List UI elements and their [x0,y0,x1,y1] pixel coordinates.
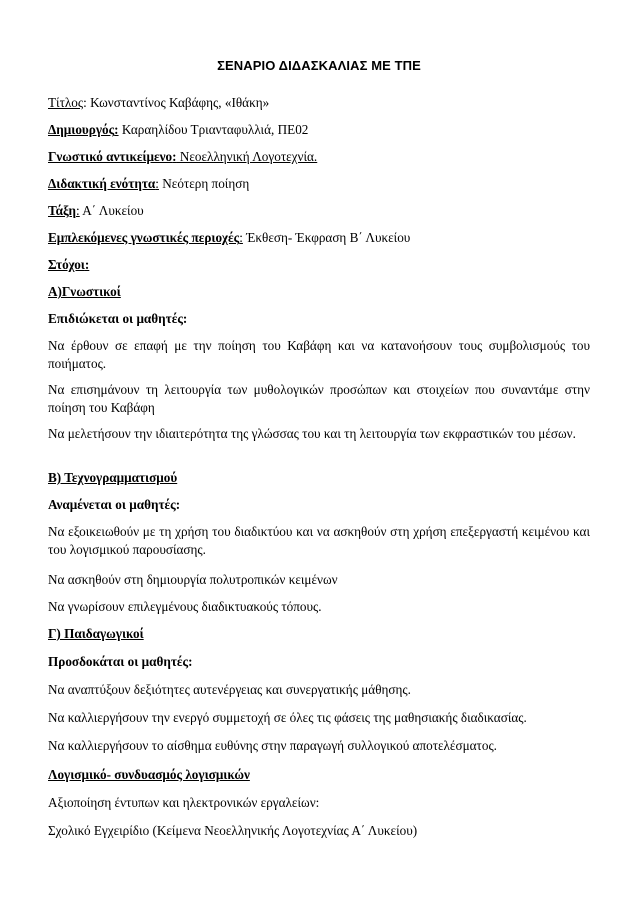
section-cognitive-heading: Α)Γνωστικοί [48,284,121,299]
pedagogical-item-2: Να καλλιεργήσουν την ενεργό συμμετοχή σε όλες τις φάσεις της μαθησιακής διαδικασίας. [48,710,527,725]
field-class-label: Τάξη [48,203,77,218]
field-unit-value: Νεότερη ποίηση [158,176,250,191]
software-item-2: Σχολικό Εγχειρίδιο (Κείμενα Νεοελληνικής Λογοτεχνίας Α΄ Λυκείου) [48,823,418,838]
field-unit-label: Διδακτική ενότητα [48,176,156,191]
tech-item-3: Να γνωρίσουν επιλεγμένους διαδικτυακούς τόπους. [48,599,322,614]
section-tech-heading: Β) Τεχνογραμματισμού [48,470,178,485]
pedagogical-item-1: Να αναπτύξουν δεξιότητες αυτενέργειας και συνεργατικής μάθησης. [48,682,411,697]
field-author: Δημιουργός: Καραηλίδου Τριανταφυλλιά, ΠΕ02 [48,122,309,137]
field-class: Τάξη: Α΄ Λυκείου [48,203,144,218]
cognitive-item-2: Να επισημάνουν τη λειτουργία των μυθολογικών προσώπων και στοιχείων που συναντάμε στην ποίηση του Καβάφη [48,382,590,415]
section-software-heading: Λογισμικό- συνδυασμός λογισμικών [48,767,250,782]
field-author-label: Δημιουργός [48,122,115,137]
section-pedagogical-heading: Γ) Παιδαγωγικοί [48,626,144,641]
field-title: Τίτλος: Κωνσταντίνος Καβάφης, «Ιθάκη» [48,95,270,110]
field-areas-value: Έκθεση- Έκφραση Β΄ Λυκείου [242,230,411,245]
field-title-value: Κωνσταντίνος Καβάφης, «Ιθάκη» [86,95,270,110]
software-item-1: Αξιοποίηση έντυπων και ηλεκτρονικών εργαλείων: [48,795,320,810]
field-title-label: Τίτλος [48,95,84,110]
section-pedagogical-intro: Προσδοκάται οι μαθητές: [48,654,193,669]
field-areas-label: Εμπλεκόμενες γνωστικές περιοχές [48,230,240,245]
field-unit: Διδακτική ενότητα: Νεότερη ποίηση [48,176,250,191]
field-class-value: Α΄ Λυκείου [79,203,144,218]
section-tech-intro: Αναμένεται οι μαθητές: [48,497,181,512]
goals-label: Στόχοι [48,257,85,272]
document-title: ΣΕΝΑΡΙΟ ΔΙΔΑΣΚΑΛΙΑΣ ΜΕ ΤΠΕ [217,58,421,73]
tech-item-1: Να εξοικειωθούν με τη χρήση του διαδικτύου και να ασκηθούν στη χρήση επεξεργαστή κειμένου και του λογισμικού παρουσίασης. [48,524,590,557]
field-subject: Γνωστικό αντικείμενο: Νεοελληνική Λογοτεχνία. [48,149,318,164]
field-author-value: Καραηλίδου Τριανταφυλλιά, ΠΕ02 [118,122,309,137]
cognitive-item-3: Να μελετήσουν την ιδιαιτερότητα της γλώσσας του και τη λειτουργία των εκφραστικών του μέσων. [48,426,576,441]
section-cognitive-intro: Επιδιώκεται οι μαθητές: [48,311,188,326]
field-subject-value: Νεοελληνική Λογοτεχνία. [176,149,318,164]
tech-item-2: Να ασκηθούν στη δημιουργία πολυτροπικών κειμένων [48,572,338,587]
field-subject-label: Γνωστικό αντικείμενο [48,149,173,164]
field-areas: Εμπλεκόμενες γνωστικές περιοχές: Έκθεση- Έκφραση Β΄ Λυκείου [48,230,411,245]
cognitive-item-1: Να έρθουν σε επαφή με την ποίηση του Καβάφη και να κατανοήσουν τους συμβολισμούς του ποιήματος. [48,338,590,371]
pedagogical-item-3: Να καλλιεργήσουν το αίσθημα ευθύνης στην παραγωγή συλλογικού αποτελέσματος. [48,738,497,753]
goals-heading: Στόχοι: [48,257,90,272]
